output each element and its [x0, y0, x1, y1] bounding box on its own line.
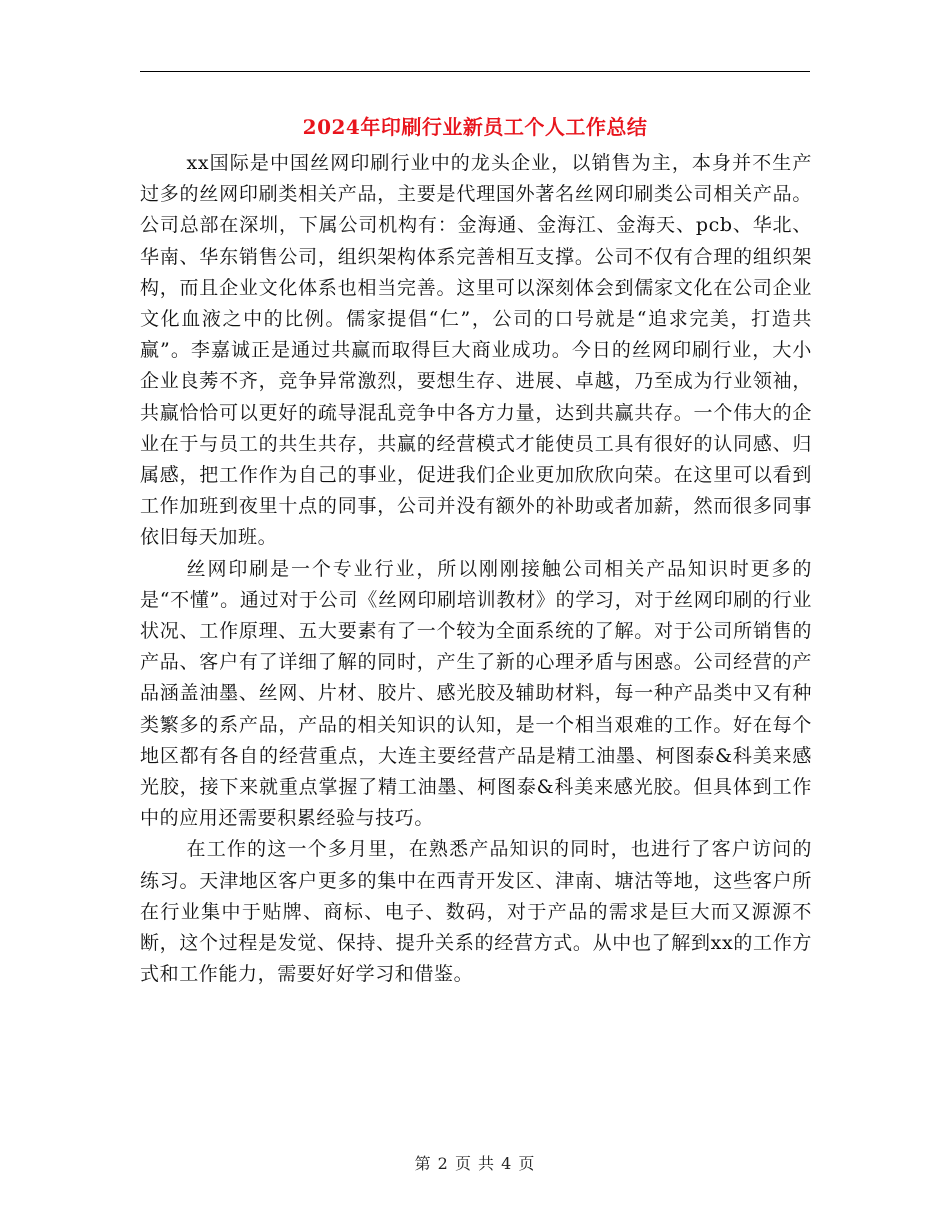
- header-rule: [140, 71, 810, 72]
- document-body: [140, 148, 812, 990]
- page-number-footer: 第 2 页 共 4 页: [414, 1154, 536, 1173]
- document-title: 2024年印刷行业新员工个人工作总结: [302, 115, 648, 139]
- body-paragraph-3: 在工作的这一个多月里，在熟悉产品知识的同时，也进行了客户访问的练习。天津地区客户更多的集中在西青开发区、津南、塘沽等地，这些客户所在行业集中于贴牌、商标、电子、数码，对于产品的需求是巨大而又源源不断，这个过程是发觉、保持、提升关系的经营方式。从中也了解到xx的工作方式和工作能力，需要好好学习和借鉴。: [140, 838, 812, 986]
- body-paragraph-1: xx国际是中国丝网印刷行业中的龙头企业，以销售为主，本身并不生产过多的丝网印刷类相关产品，主要是代理国外著名丝网印刷类公司相关产品。公司总部在深圳，下属公司机构有：金海通、金海江、金海天、pcb、华北、华南、华东销售公司，组织架构体系完善相互支撑。公司不仅有合理的组织架构，而且企业文化体系也相当完善。这里可以深刻体会到儒家文化在公司企业文化血液之中的比例。儒家提倡“仁”，公司的口号就是“追求完美，打造共赢”。李嘉诚正是通过共赢而取得巨大商业成功。今日的丝网印刷行业，大小企业良莠不齐，竞争异常激烈，要想生存、进展、卓越，乃至成为行业领袖，共赢恰恰可以更好的疏导混乱竞争中各方力量，达到共赢共存。一个伟大的企业在于与员工的共生共存，共赢的经营模式才能使员工具有很好的认同感、归属感，把工作作为自己的事业，促进我们企业更加欣欣向荣。在这里可以看到工作加班到夜里十点的同事，公司并没有额外的补助或者加薪，然而很多同事依旧每天加班。: [140, 152, 812, 549]
- body-paragraph-2: 丝网印刷是一个专业行业，所以刚刚接触公司相关产品知识时更多的是“不懂”。通过对于公司《丝网印刷培训教材》的学习，对于丝网印刷的行业状况、工作原理、五大要素有了一个较为全面系统的了解。对于公司所销售的产品、客户有了详细了解的同时，产生了新的心理矛盾与困惑。公司经营的产品涵盖油墨、丝网、片材、胶片、感光胶及辅助材料，每一种产品类中又有种类繁多的系产品，产品的相关知识的认知，是一个相当艰难的工作。好在每个地区都有各自的经营重点，大连主要经营产品是精工油墨、柯图泰&科美来感光胶，接下来就重点掌握了精工油墨、柯图泰&科美来感光胶。但具体到工作中的应用还需要积累经验与技巧。: [140, 557, 812, 830]
